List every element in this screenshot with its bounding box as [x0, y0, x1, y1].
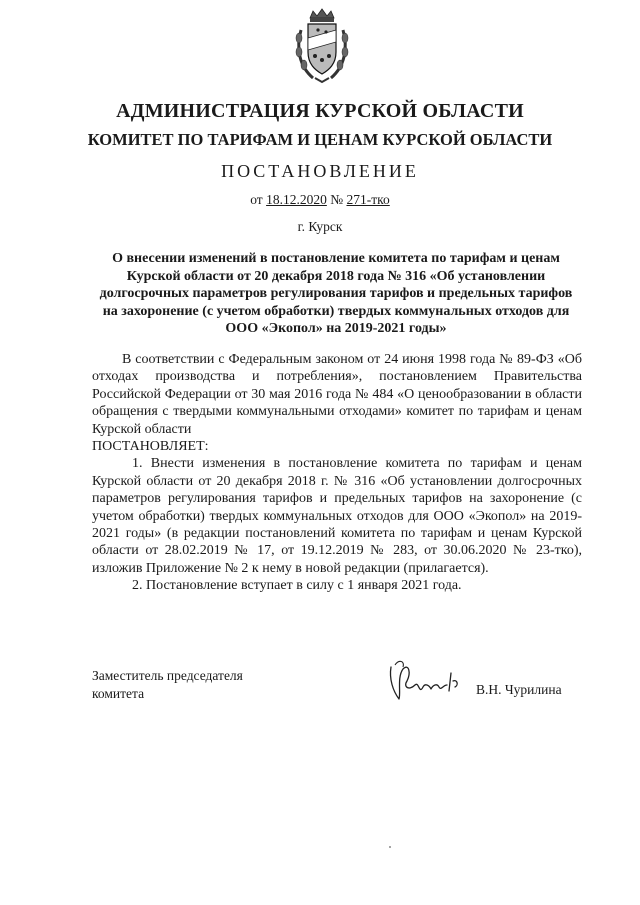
administration-title: АДМИНИСТРАЦИЯ КУРСКОЙ ОБЛАСТИ: [116, 100, 524, 122]
date-line: [0, 192, 640, 208]
document-number: 271-тко: [346, 192, 390, 207]
date-prefix: от: [250, 192, 263, 207]
signer-position: [92, 667, 243, 703]
coat-of-arms-icon: [293, 8, 351, 84]
item-1-paragraph: 1. Внести изменения в постановление комитета по тарифам и ценам Курской области от 20 декабря 2018 г. № 316 «Об установлении долгосрочных параметров регулирования тарифов и предельных тарифов на захоронение (с учетом обработки) твердых коммунальных отходов для ООО «Экопол» на 2019-2021 годы» (в редакции постановлений комитета по тарифам и ценам Курской области от 28.02.2019 № 17, от 19.12.2019 № 283, от 30.06.2020 № 23-тко), изложив Приложение № 2 к нему в новой редакции (прилагается).: [92, 456, 582, 576]
signer-position-line-1: Заместитель председателя: [92, 668, 243, 683]
document-date: 18.12.2020: [266, 192, 327, 207]
preamble-paragraph: В соответствии с Федеральным законом от 24 июня 1998 года № 89-ФЗ «Об отходах производства и потребления», постановлением Правительства Российской Федерации от 30 мая 2016 года № 484 «О ценообразовании в области обращения с твердыми коммунальными отходами» комитет по тарифам и ценам Курской области: [92, 352, 582, 437]
number-sign: №: [330, 192, 344, 207]
item-2-paragraph: 2. Постановление вступает в силу с 1 января 2021 года.: [132, 578, 462, 594]
resolves-heading: ПОСТАНОВЛЯЕТ:: [92, 439, 209, 455]
committee-title: КОМИТЕТ ПО ТАРИФАМ И ЦЕНАМ КУРСКОЙ ОБЛАСТИ: [87, 130, 553, 149]
scan-speck: [389, 846, 391, 848]
document-type: ПОСТАНОВЛЕНИЕ: [221, 161, 419, 181]
document-subject: О внесении изменений в постановление комитета по тарифам и ценам Курской области от 20 декабря 2018 года № 316 «Об установлении долгосрочных параметров регулирования тарифов и предельных тарифов на захоронение (с учетом обработки) твердых коммунальных отходов для ООО «Экопол» на 2019-2021 годы»: [99, 251, 573, 336]
signer-name: В.Н. Чурилина: [476, 682, 562, 697]
city: г. Курск: [297, 219, 343, 234]
handwritten-signature: [385, 655, 465, 710]
document-body: [92, 351, 582, 595]
signer-position-line-2: комитета: [92, 686, 145, 701]
